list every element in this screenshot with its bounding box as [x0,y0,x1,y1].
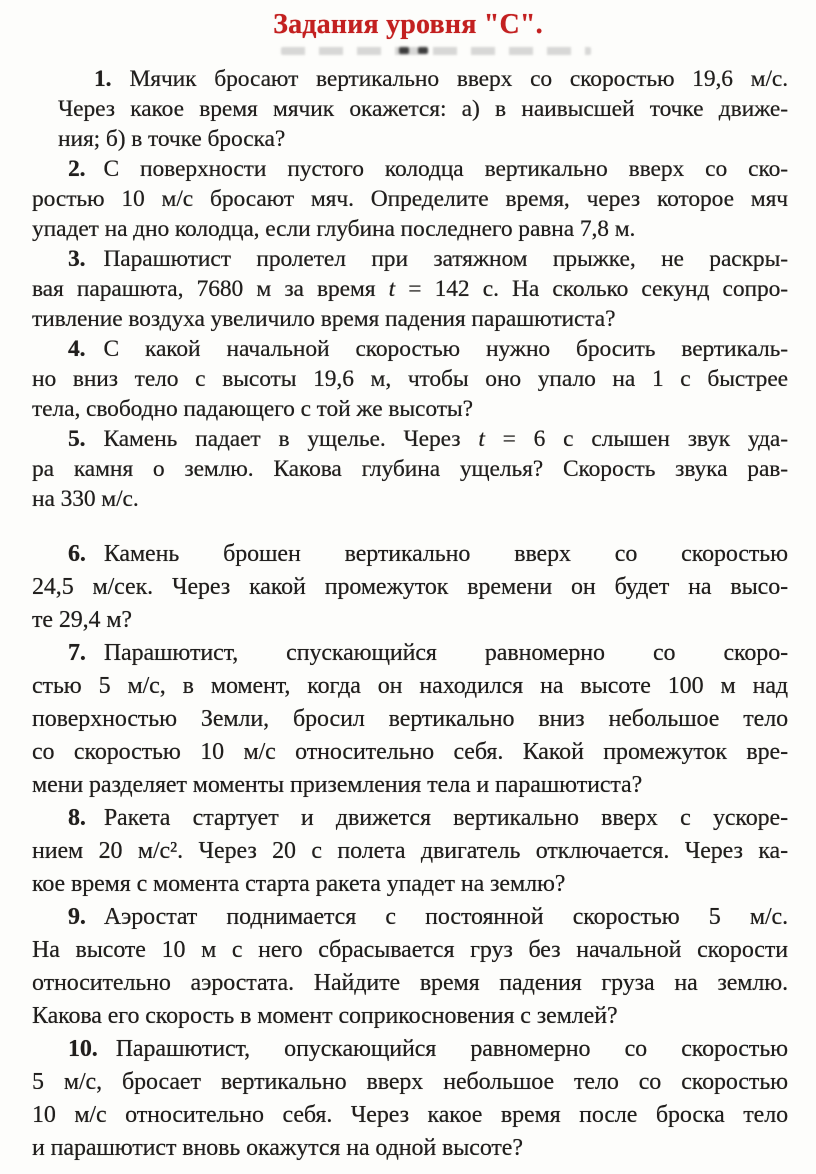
problem-text-line: мени разделяет моменты приземления тела и парашютиста? [32,772,643,798]
problem-9 [32,901,788,1033]
problem-text-line: поверхностью Земли, бросил вертикально вниз небольшое тело [32,706,788,732]
problem-number: 3. [68,246,86,272]
problem-text-line: Через какое время мячик окажется: а) в наивысшей точке движе- [58,96,788,122]
problem-text-line: 5. Камень падает в ущелье. Через t = 6 с слышен звук уда- [68,426,788,452]
problem-text-line: 6. Камень брошен вертикально вверх со скоростью [68,541,788,567]
problem-text-line: вая парашюта, 7680 м за время t = 142 с. На сколько секунд сопро- [32,276,788,302]
problem-text-line: ния; б) в точке броска? [58,126,286,152]
problem-10 [32,1033,788,1165]
faded-text-smudge [281,47,591,55]
problem-7 [32,637,788,802]
problem-text-line: 2. С поверхности пустого колодца вертикально вверх со ско- [68,156,788,182]
problem-text-line: 24,5 м/сек. Через какой промежуток времени он будет на высо- [32,574,788,600]
problem-text-line: со скоростью 10 м/с относительно себя. Какой промежуток вре- [32,739,788,765]
problem-4 [32,334,788,424]
problem-number: 1. [94,66,112,92]
problem-text-line: 10 м/с относительно себя. Через какое время после броска тело [32,1102,788,1128]
problem-text-line: ростью 10 м/с бросают мяч. Определите время, через которое мяч [32,186,788,212]
problem-text-line: 7. Парашютист, спускающийся равномерно со скоро- [68,640,788,666]
problem-number: 2. [68,156,86,182]
problem-text-line: 4. С какой начальной скоростью нужно бросить вертикаль- [68,336,788,362]
problem-text-line: 3. Парашютист пролетел при затяжном прыжке, не раскры- [68,246,788,272]
problem-text-line: кое время с момента старта ракета упадет на землю? [32,871,566,897]
problem-number: 8. [68,805,86,831]
problem-text-line: тела, свободно падающего с той же высоты? [32,396,473,422]
problem-number: 6. [68,541,86,567]
problem-text-line: упадет на дно колодца, если глубина последнего равна 7,8 м. [32,216,636,242]
problem-number: 9. [68,904,86,930]
problem-text-line: на 330 м/с. [32,486,139,512]
problem-number: 10. [68,1036,98,1062]
page-title: Задания уровня "С". [273,9,543,40]
problem-3 [32,244,788,334]
problem-2 [32,154,788,244]
problem-text-line: 8. Ракета стартует и движется вертикально вверх с ускоре- [68,805,788,831]
problem-6 [32,538,788,637]
problem-text-line: 5 м/с, бросает вертикально вверх небольшое тело со скоростью [32,1069,788,1095]
problem-text-line: Какова его скорость в момент соприкосновения с землей? [32,1003,618,1029]
smudge-dot [418,47,428,54]
problem-number: 5. [68,426,86,452]
problem-text-line: нием 20 м/с². Через 20 с полета двигатель отключается. Через ка- [32,838,788,864]
problem-text-line: 9. Аэростат поднимается с постоянной скоростью 5 м/с. [68,904,788,930]
problem-number: 4. [68,336,86,362]
problem-text-line: ра камня о землю. Какова глубина ущелья? Скорость звука рав- [32,456,788,482]
problem-text-line: 1. Мячик бросают вертикально вверх со скоростью 19,6 м/с. [94,66,788,92]
problem-text-line: тивление воздуха увеличило время падения парашютиста? [32,306,616,332]
problem-5 [32,424,788,514]
problem-number: 7. [68,640,86,666]
problem-list [32,64,788,1165]
problem-1 [32,64,788,154]
problem-text-line: стью 5 м/с, в момент, когда он находился на высоте 100 м над [32,673,788,699]
problem-text-line: те 29,4 м? [32,607,132,633]
problem-text-line: 10. Парашютист, опускающийся равномерно со скоростью [68,1036,788,1062]
smudge-dot [399,47,409,54]
problem-text-line: На высоте 10 м с него сбрасывается груз без начальной скорости [32,937,788,963]
problem-text-line: относительно аэростата. Найдите время падения груза на землю. [32,970,788,996]
problem-text-line: но вниз тело с высоты 19,6 м, чтобы оно упало на 1 с быстрее [32,366,788,392]
problem-text-line: и парашютист вновь окажутся на одной высоте? [32,1135,523,1161]
problem-8 [32,802,788,901]
